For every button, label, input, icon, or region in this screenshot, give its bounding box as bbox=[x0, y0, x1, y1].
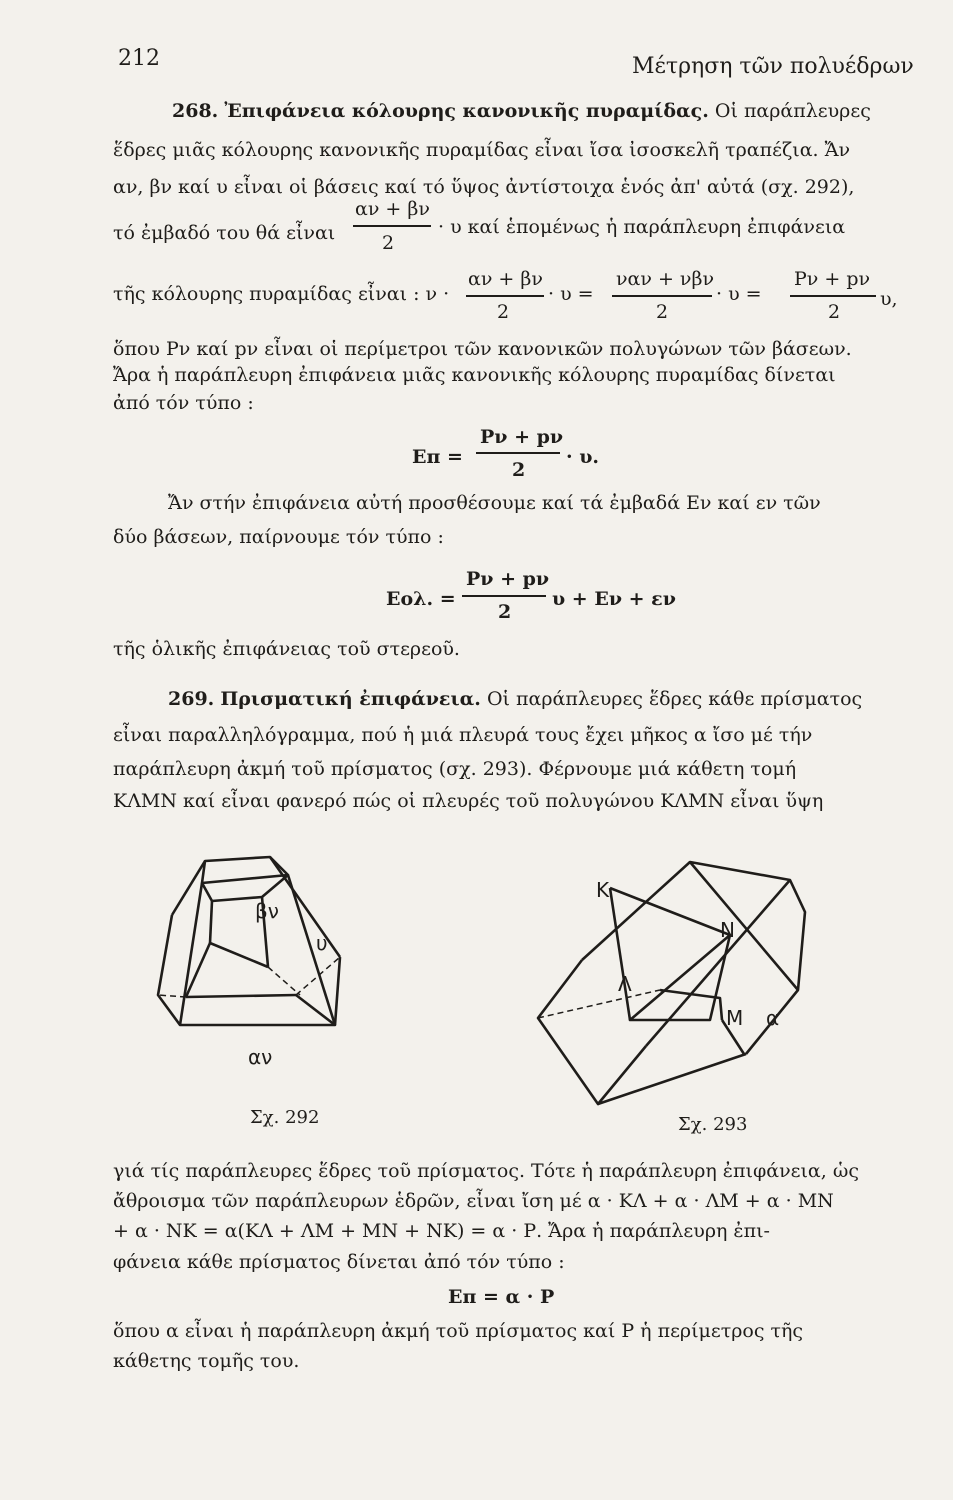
figure-292-caption: Σχ. 292 bbox=[250, 1107, 320, 1128]
section-269-title: Πρισματική ἐπιφάνεια. bbox=[220, 688, 481, 710]
section-268-line-2: ἕδρες μιᾶς κόλουρης κανονικῆς πυραμίδας εἶναι ἴσα ἰσοσκελῆ τραπέζια. Ἄν bbox=[113, 139, 851, 161]
formula-1-lhs: Eπ = bbox=[412, 446, 463, 468]
formula-1-denominator: 2 bbox=[512, 459, 526, 481]
fraction-denominator: 2 bbox=[828, 301, 841, 323]
section-269-line-8: φάνεια κάθε πρίσματος δίνεται ἀπό τόν τύπο : bbox=[113, 1251, 565, 1273]
figure-293-caption: Σχ. 293 bbox=[678, 1114, 748, 1135]
fraction-numerator: ναν + νβν bbox=[616, 268, 715, 290]
page-number: 212 bbox=[118, 46, 160, 71]
section-268-line-10: δύο βάσεων, παίρνουμε τόν τύπο : bbox=[113, 526, 444, 548]
figure-292-drawing bbox=[150, 845, 350, 1135]
figure-293-label-K: Κ bbox=[596, 878, 610, 902]
running-title: Μέτρηση τῶν πολυέδρων bbox=[632, 54, 914, 79]
section-269-line-1 bbox=[168, 690, 862, 709]
figure-293-label-alpha: α bbox=[766, 1006, 780, 1030]
section-269-line-7: + α · ΝΚ = α(ΚΛ + ΛΜ + ΜΝ + ΝΚ) = α · Ρ. Ἄρα ἡ παράπλευρη ἐπι- bbox=[113, 1220, 770, 1242]
section-268-line-7: Ἄρα ἡ παράπλευρη ἐπιφάνεια μιᾶς κανονικῆς κόλουρης πυραμίδας δίνεται bbox=[113, 364, 836, 386]
section-268-line-5-mid-1: · υ = bbox=[548, 283, 594, 305]
formula-1-rhs: · υ. bbox=[566, 446, 600, 468]
figure-292-label-upsilon: υ bbox=[316, 931, 328, 955]
section-268-line-5-end: υ, bbox=[880, 288, 898, 310]
fraction-bar bbox=[466, 295, 544, 297]
figure-292-label-beta: βν bbox=[255, 899, 279, 923]
fraction-bar bbox=[476, 452, 560, 454]
fraction-bar bbox=[462, 595, 546, 597]
formula-2-numerator: Pν + pν bbox=[466, 568, 550, 590]
section-268-title: Ἐπιφάνεια κόλουρης κανονικῆς πυραμίδας. bbox=[224, 100, 709, 122]
figure-293-label-L: Λ bbox=[618, 972, 632, 996]
fraction-denominator: 2 bbox=[497, 301, 510, 323]
section-269-number: 269. bbox=[168, 688, 215, 710]
section-268-line-5-mid-2: · υ = bbox=[716, 283, 762, 305]
section-268-line-11: τῆς ὁλικῆς ἐπιφάνειας τοῦ στερεοῦ. bbox=[113, 638, 460, 660]
section-269-line-3: παράπλευρη ἀκμή τοῦ πρίσματος (σχ. 293). Φέρνουμε μιά κάθετη τομή bbox=[113, 758, 797, 780]
section-269-line-9: ὅπου α εἶναι ἡ παράπλευρη ἀκμή τοῦ πρίσματος καί P ἡ περίμετρος τῆς bbox=[113, 1320, 804, 1342]
formula-2-denominator: 2 bbox=[498, 601, 512, 623]
section-268-line-4-post: · υ καί ἑπομένως ἡ παράπλευρη ἐπιφάνεια bbox=[438, 216, 846, 238]
section-269-line-4: ΚΛΜΝ καί εἶναι φανερό πώς οἱ πλευρές τοῦ πολυγώνου ΚΛΜΝ εἶναι ὕψη bbox=[113, 790, 824, 812]
figure-293 bbox=[530, 840, 860, 1140]
fraction-numerator: Pν + pν bbox=[794, 268, 871, 290]
section-268-number: 268. bbox=[172, 100, 219, 122]
fraction-bar bbox=[790, 295, 876, 297]
figure-293-drawing bbox=[530, 840, 860, 1140]
formula-2-rhs: υ + Eν + εν bbox=[552, 588, 676, 610]
formula-1-numerator: Pν + pν bbox=[480, 426, 564, 448]
section-268-line-9: Ἄν στήν ἐπιφάνεια αὐτή προσθέσουμε καί τά ἐμβαδά Eν καί εν τῶν bbox=[168, 492, 821, 514]
section-268-line-1-rest: Οἱ παράπλευρες bbox=[714, 100, 871, 122]
figure-293-label-M: Μ bbox=[726, 1006, 744, 1030]
fraction-denominator: 2 bbox=[382, 232, 395, 254]
formula-2-lhs: Eολ. = bbox=[386, 588, 456, 610]
section-269-line-2: εἶναι παραλληλόγραμμα, πού ἡ μιά πλευρά τους ἔχει μῆκος α ἴσο μέ τήν bbox=[113, 724, 813, 746]
section-268-line-4-pre: τό ἐμβαδό του θά εἶναι bbox=[113, 222, 336, 244]
fraction-bar bbox=[353, 225, 431, 227]
fraction-bar bbox=[612, 295, 712, 297]
figure-292 bbox=[150, 845, 350, 1135]
section-268-line-5-pre: τῆς κόλουρης πυραμίδας εἶναι : ν · bbox=[113, 283, 450, 305]
figure-293-label-N: Ν bbox=[720, 918, 735, 942]
section-268-line-6: ὅπου Pν καί pν εἶναι οἱ περίμετροι τῶν κανονικῶν πολυγώνων τῶν βάσεων. bbox=[113, 338, 852, 360]
section-268-line-3: αν, βν καί υ εἶναι οἱ βάσεις καί τό ὕψος ἀντίστοιχα ἑνός ἀπ' αὐτά (σχ. 292), bbox=[113, 176, 855, 198]
section-269-line-10: κάθετης τομῆς του. bbox=[113, 1350, 300, 1372]
fraction-numerator: αν + βν bbox=[355, 198, 430, 220]
section-269-line-5: γιά τίς παράπλευρες ἕδρες τοῦ πρίσματος. Τότε ἡ παράπλευρη ἐπιφάνεια, ὡς bbox=[113, 1160, 859, 1182]
section-269-formula: Eπ = α · P bbox=[448, 1286, 555, 1308]
section-269-line-1-rest: Οἱ παράπλευρες ἕδρες κάθε πρίσματος bbox=[486, 688, 863, 710]
section-269-line-6: ἄθροισμα τῶν παράπλευρων ἑδρῶν, εἶναι ἴση μέ α · ΚΛ + α · ΛΜ + α · ΜΝ bbox=[113, 1190, 834, 1212]
fraction-denominator: 2 bbox=[656, 301, 669, 323]
fraction-numerator: αν + βν bbox=[468, 268, 543, 290]
section-268-line-1 bbox=[172, 102, 871, 121]
figure-292-label-alpha: αν bbox=[248, 1045, 273, 1069]
section-268-line-8: ἀπό τόν τύπο : bbox=[113, 392, 254, 414]
